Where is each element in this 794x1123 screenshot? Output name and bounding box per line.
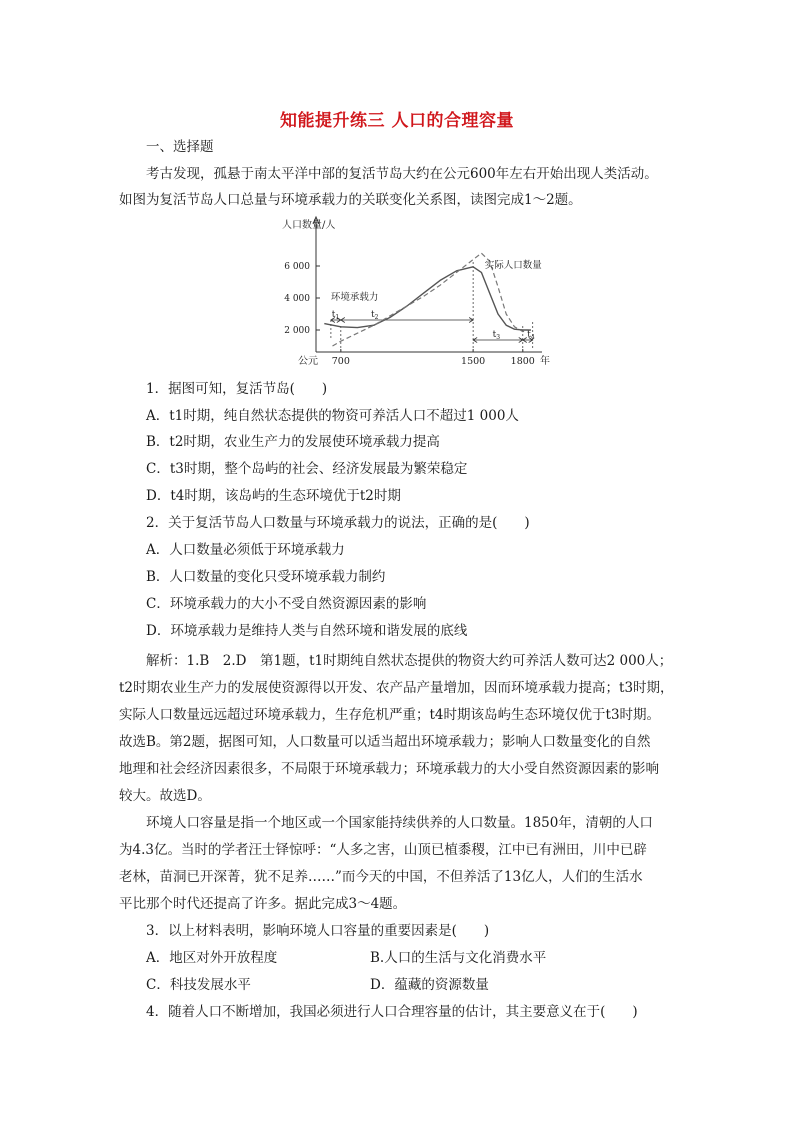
section-heading: 一、选择题 [146,139,214,155]
y-tick-label: 2 000 [284,326,310,336]
q3-stem: 3．以上材料表明，影响环境人口容量的重要因素是( ) [146,923,490,939]
analysis-line-2: t2时期农业生产力的发展使资源得以开发、农产品产量增加，因而环境承载力提高；t3时期， [119,680,674,696]
x-tick-label: 1500 [461,356,486,367]
y-tick-label: 4 000 [284,294,310,304]
t4-label: $t_4$ [527,330,535,341]
q1-option-a: A．t1时期，纯自然状态提供的物资可养活人口不超过1 000人 [146,408,519,424]
t1-label: $t_1$ [331,310,340,321]
analysis-line-1: 解析：1.B 2.D 第1题，t1时期纯自然状态提供的物资大约可养活人数可达2 000人； [146,653,673,669]
q4-stem: 4．随着人口不断增加，我国必须进行人口合理容量的估计，其主要意义在于( ) [146,1004,638,1020]
intro-line-2: 如图为复活节岛人口总量与环境承载力的关联变化关系图，读图完成1～2题。 [119,192,582,208]
q1-stem: 1．据图可知，复活节岛( ) [146,381,328,397]
q2-option-c: C．环境承载力的大小不受自然资源因素的影响 [146,596,427,612]
chart-axes [313,217,542,352]
chart-labels [282,218,550,367]
t2-label: $t_2$ [370,310,379,321]
analysis-line-3: 实际人口数量远远超过环境承载力，生存危机严重；t4时期该岛屿生态环境仅优于t3时期。 [119,707,661,723]
y-axis-title: 人口数量/人 [282,220,336,231]
q2-option-a: A．人口数量必须低于环境承载力 [146,542,345,558]
q2-option-b: B．人口数量的变化只受环境承载力制约 [146,569,386,585]
page-title: 知能提升练三 人口的合理容量 [280,111,514,131]
passage-line-3: 老林，苗洞已开深菁，犹不足养……”而今天的中国，不但养活了13亿人，人们的生活水 [119,869,643,885]
intro-line-1: 考古发现，孤悬于南太平洋中部的复活节岛大约在公元600年左右开始出现人类活动。 [146,166,658,182]
q2-option-d: D．环境承载力是维持人类与自然环境和谐发展的底线 [146,623,468,639]
q1-option-b: B．t2时期，农业生产力的发展使环境承载力提高 [146,434,440,450]
analysis-line-4: 故选B。第2题，据图可知，人口数量可以适当超出环境承载力；影响人口数量变化的自然 [119,734,651,750]
passage-line-4: 平比那个时代还提高了许多。据此完成3～4题。 [119,896,407,912]
series-label-capacity: 环境承载力 [330,292,379,303]
passage-line-1: 环境人口容量是指一个地区或一个国家能持续供养的人口数量。1850年，清朝的人口 [146,815,653,831]
y-tick-label: 6 000 [284,262,310,272]
x-tick-label: 700 [331,356,350,367]
x-tick-label: 1800 [510,356,535,367]
q2-stem: 2．关于复活节岛人口数量与环境承载力的说法，正确的是( ) [146,515,530,531]
passage-line-2: 为4.3亿。当时的学者汪士铎惊呼：“人多之害，山顶已植黍稷，江中已有洲田，川中已辟 [119,842,647,858]
series-label-population: 实际人口数量 [484,260,542,271]
x-origin-label: 公元 [298,356,318,367]
chart-gridlines [331,262,533,352]
q3-option-b: B.人口的生活与文化消费水平 [370,950,547,966]
q1-option-d: D．t4时期，该岛屿的生态环境优于t2时期 [146,488,401,504]
t3-label: $t_3$ [492,330,501,341]
q3-option-c: C．科技发展水平 [146,977,251,993]
population-capacity-chart [268,212,548,370]
q3-option-d: D．蕴藏的资源数量 [370,977,489,993]
analysis-line-5: 地理和社会经济因素很多，不局限于环境承载力；环境承载力的大小受自然资源因素的影响 [119,761,659,777]
q3-option-a: A．地区对外开放程度 [146,950,278,966]
q1-option-c: C．t3时期，整个岛屿的社会、经济发展最为繁荣稳定 [146,461,468,477]
analysis-line-6: 较大。故选D。 [119,788,211,804]
x-axis-title: 年 [540,356,550,367]
